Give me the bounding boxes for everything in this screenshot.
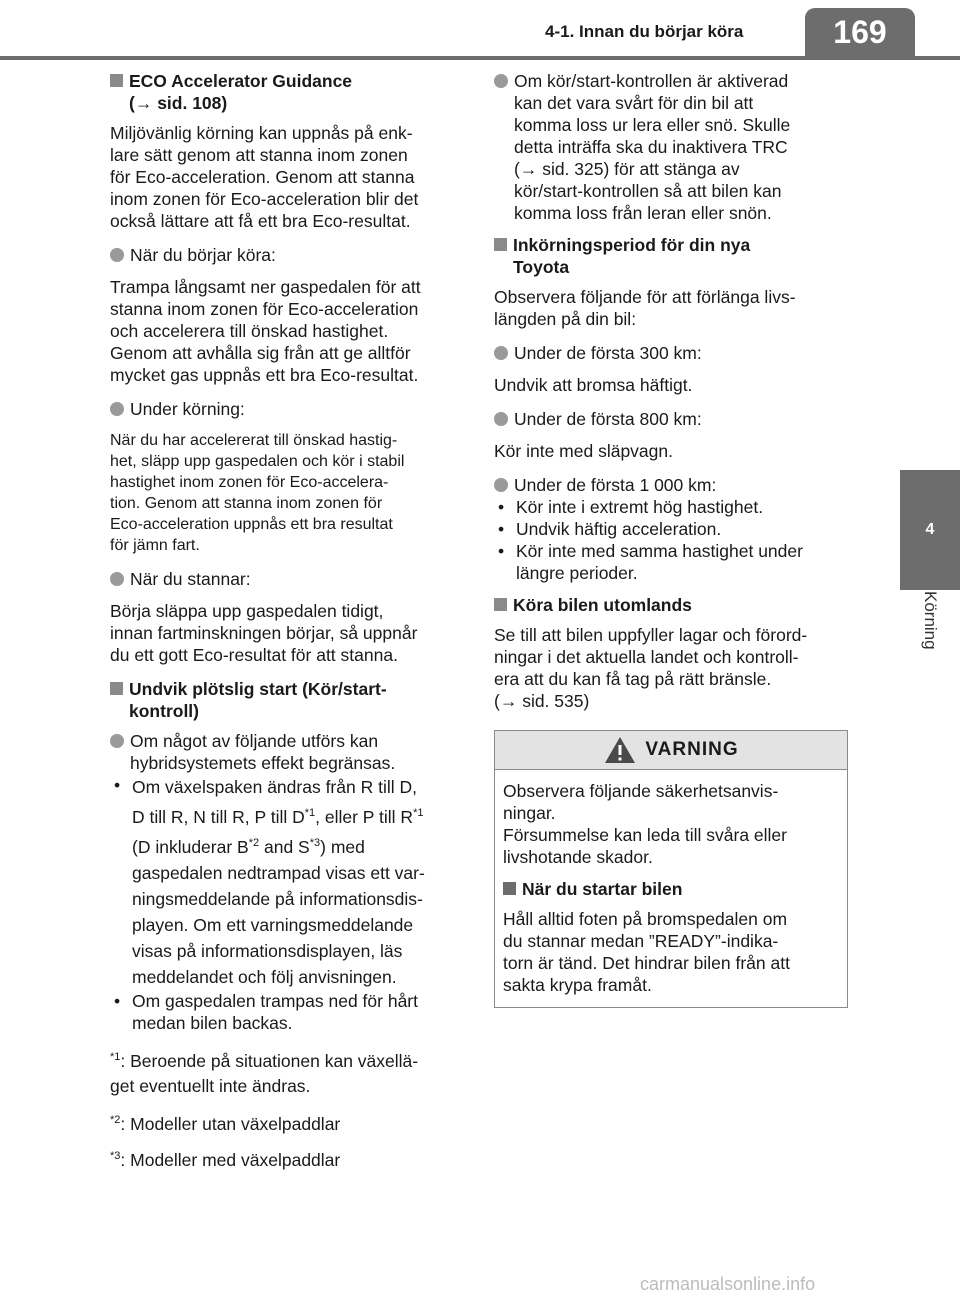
list-item: • Kör inte med samma hastighet under längre perioder. bbox=[498, 541, 803, 583]
circle-bullet-icon bbox=[110, 734, 124, 748]
footnote: $^{*2}$: Modeller utan växelpaddlar bbox=[110, 1114, 341, 1135]
paragraph: Trampa långsamt ner gaspedalen för att stanna inom zonen för Eco-acceleration och accelerera till önskad hastighet. Genom att avhålla sig från att ge alltför mycket gas uppnås ett bra Eco-resultat. bbox=[110, 277, 421, 385]
warning-title: VARNING bbox=[645, 739, 739, 760]
circle-bullet-icon bbox=[110, 248, 124, 262]
left-column bbox=[110, 70, 465, 1181]
section-title: 4-1. Innan du börjar köra bbox=[545, 22, 744, 41]
list-item: • Undvik häftig acceleration. bbox=[498, 519, 722, 539]
square-bullet-icon bbox=[110, 74, 123, 87]
heading-eco-guidance: ECO Accelerator Guidance (→ sid. 108) bbox=[110, 70, 465, 114]
list-item: • Om gaspedalen trampas ned för hårt medan bilen backas. bbox=[114, 990, 418, 1033]
page-header bbox=[0, 0, 960, 60]
bullet-item: Under körning: bbox=[110, 398, 465, 420]
circle-bullet-icon bbox=[494, 412, 508, 426]
right-column bbox=[494, 70, 849, 724]
warning-intro: Observera följande säkerhetsanvis- ningar. Försummelse kan leda till svåra eller livshotande skador. bbox=[503, 781, 787, 867]
paragraph: När du har accelererat till önskad hastig- het, släpp upp gaspedalen och kör i stabil hastighet inom zonen för Eco-accelera- tion. Genom att stanna inom zonen för Eco-acceleration uppnås ett bra resultat för jämn fart. bbox=[110, 432, 405, 554]
bullet-item: Under de första 800 km: bbox=[494, 408, 849, 430]
warning-box bbox=[494, 730, 848, 1008]
bullet-item: Under de första 1 000 km: bbox=[494, 474, 849, 496]
square-bullet-icon bbox=[503, 882, 516, 895]
paragraph: Börja släppa upp gaspedalen tidigt, innan fartminskningen börjar, så uppnår du ett gott Eco-resultat för att stanna. bbox=[110, 601, 418, 665]
circle-bullet-icon bbox=[494, 478, 508, 492]
list-item: • Kör inte i extremt hög hastighet. bbox=[498, 497, 764, 517]
warning-body bbox=[495, 770, 847, 1016]
square-bullet-icon bbox=[494, 598, 507, 611]
circle-bullet-icon bbox=[494, 346, 508, 360]
bullet-item: Om något av följande utförs kan hybridsystemets effekt begränsas. bbox=[110, 730, 465, 774]
heading-driving-abroad: Köra bilen utomlands bbox=[494, 594, 849, 616]
paragraph: Se till att bilen uppfyller lagar och förord- ningar i det aktuella landet och kontroll- era att du kan få tag på rätt bränsle. (→ sid. 535) bbox=[494, 625, 808, 711]
heading-avoid-sudden-start: Undvik plötslig start (Kör/start- kontroll) bbox=[110, 678, 465, 722]
warning-triangle-icon bbox=[603, 735, 637, 765]
circle-bullet-icon bbox=[110, 572, 124, 586]
bullet-item: Under de första 300 km: bbox=[494, 342, 849, 364]
paragraph: Observera följande för att förlänga livs- längden på din bil: bbox=[494, 287, 796, 329]
list-item: • Om växelspaken ändras från R till D, D till R, N till R, P till $D^{*1}$, eller P till $R^{*1}$ (D inkluderar $B^{*2}$ and $S^{*3}$) med gaspedalen nedtrampad visas ett var- ningsmeddelande på informationsdis- playen. Om ett varningsmeddelande visas på informationsdisplayen, läs meddelandet och följ anvisningen. bbox=[114, 775, 425, 987]
header-rule bbox=[0, 56, 960, 60]
paragraph: Miljövänlig körning kan uppnås på enk- lare sätt genom att stanna inom zonen för Eco-acceleration. Genom att stanna inom zonen för Eco-acceleration blir det också lättare att få ett bra Eco-resultat. bbox=[110, 123, 419, 231]
chapter-label: Körning bbox=[921, 590, 940, 650]
warning-header bbox=[495, 731, 847, 770]
bullet-item: När du börjar köra: bbox=[110, 244, 465, 266]
page-number: 169 bbox=[805, 8, 915, 56]
circle-bullet-icon bbox=[494, 74, 508, 88]
paragraph: Undvik att bromsa häftigt. bbox=[494, 375, 693, 395]
square-bullet-icon bbox=[494, 238, 507, 251]
warning-heading: När du startar bilen bbox=[503, 878, 839, 900]
bullet-item: Om kör/start-kontrollen är aktiverad kan det vara svårt för din bil att komma loss ur lera eller snö. Skulle detta inträffa ska du inaktivera TRC (→ sid. 325) för att stänga av kör/start-kontrollen så att bilen kan komma loss från leran eller snön. bbox=[494, 70, 849, 224]
warning-text: Håll alltid foten på bromspedalen om du stannar medan ”READY”-indika- torn är tänd. Det hindrar bilen från att sakta krypa framåt. bbox=[503, 909, 790, 995]
sub-list bbox=[494, 496, 849, 584]
square-bullet-icon bbox=[110, 682, 123, 695]
sub-list bbox=[110, 774, 465, 1034]
paragraph: Kör inte med släpvagn. bbox=[494, 441, 673, 461]
chapter-tab: 4 bbox=[900, 470, 960, 590]
heading-break-in-period: Inkörningsperiod för din nya Toyota bbox=[494, 234, 849, 278]
footnote: $^{*3}$: Modeller med växelpaddlar bbox=[110, 1150, 341, 1171]
circle-bullet-icon bbox=[110, 402, 124, 416]
footnote: $^{*1}$: Beroende på situationen kan växellä- get eventuellt inte ändras. bbox=[110, 1050, 419, 1097]
watermark: carmanualsonline.info bbox=[640, 1274, 816, 1294]
bullet-item: När du stannar: bbox=[110, 568, 465, 590]
